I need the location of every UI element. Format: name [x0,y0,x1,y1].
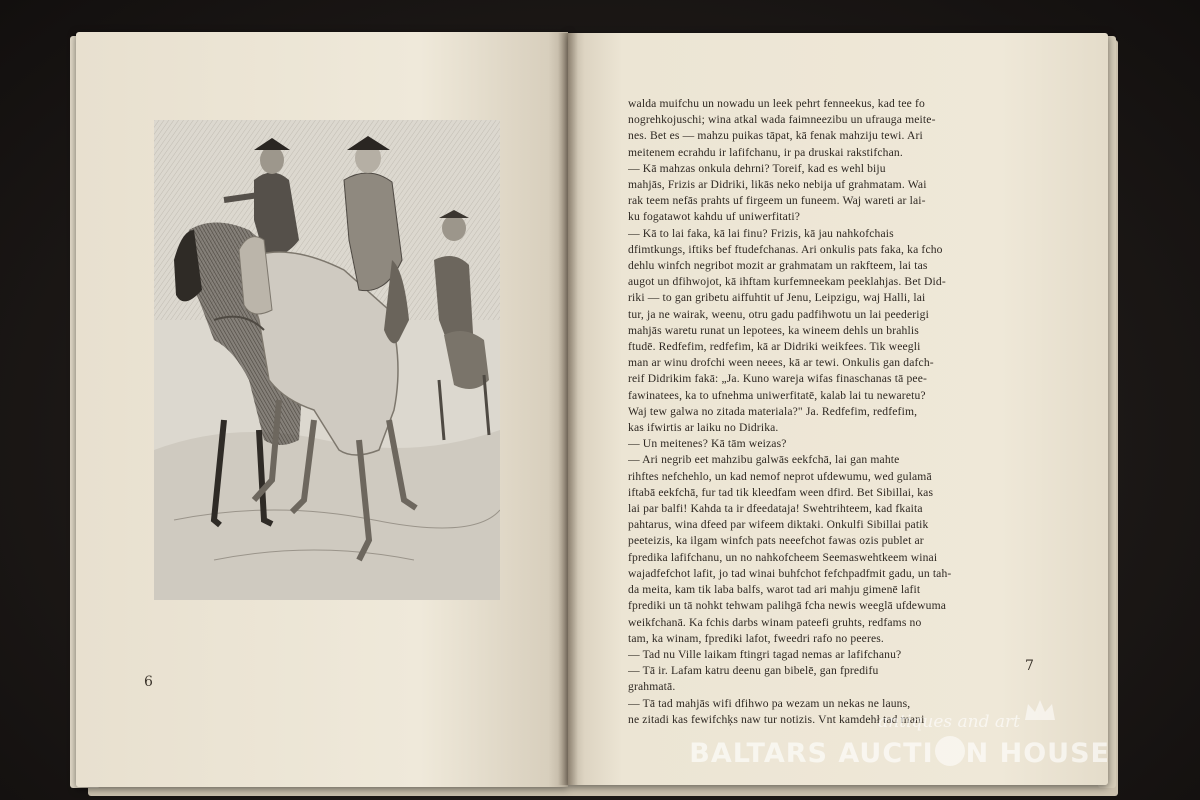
text-line: fawinatees, ka to ufnehma uniwerfitatē, kalab lai tu newaretu? [628,388,926,402]
text-line: pahtarus, wina dfeed par wifeem diktaki. Onkulfi Sibillai patik [628,518,929,532]
text-line: mahjās, Frizis ar Didriki, likās neko nebija uf grahmatam. Wai [628,178,927,192]
text-line: ftudē. Redfefim, redfefim, kā ar Didriki weikfees. Tik weegli [628,340,921,354]
text-line: tam, ka winam, fprediki lafot, fweedri rafo no peeres. [628,631,884,645]
text-line: — Ari negrib eet mahzibu galwās eekfchā, lai gan mahte [628,453,900,467]
text-line: kas ifwirtis ar laiku no Didrika. [628,421,779,435]
right-page-text [628,96,1023,728]
text-line: ku fogatawot kahdu uf uniwerfitati? [628,210,801,224]
text-line: — Tā ir. Lafam katru deenu gan bibelē, gan fpredifu [628,664,879,678]
text-line: — Tad nu Ville laikam ftingri tagad nemas ar lafifchanu? [628,647,902,661]
text-line: — Tā tad mahjās wifi dfihwo pa wezam un nekas ne launs, [628,696,911,710]
text-line: — Kā to lai faka, kā lai finu? Frizis, kā jau nahkofchais [628,226,894,240]
text-line: augot un dfihwojot, kā ihftam kurfemneekam peeklahjas. Bet Did- [628,275,946,289]
horsemen-illustration [154,120,500,600]
watermark-name-part1: BALTARS AUCTI [689,738,934,769]
text-line: tur, ja ne wairak, weenu, otru gadu padfihwotu un lai peederigi [628,307,929,321]
crown-icon [1022,698,1058,728]
page-number-left: 6 [144,674,153,690]
text-line: man ar winu drofchi ween neees, kā ar tewi. Onkulis gan dafch- [628,356,934,370]
watermark-name-part2: N HOUSE [965,738,1110,769]
text-line: da meita, kam tik laba balfs, warot tad ari mahju gimenē lafit [628,583,921,597]
watermark-name [689,736,1110,769]
text-line: nogrehkojuschi; wina atkal wada faimneezibu un ufrauga meite- [628,113,936,127]
text-line: walda muifchu un nowadu un leek pehrt fenneekus, kad tee fo [628,97,925,110]
text-line: dehlu winfch negribot mozit ar grahmatam un rakfteem, lai tas [628,259,928,273]
text-line: meitenem ecrahdu ir lafifchanu, ir pa druskai rakstifchan. [628,145,903,159]
book-gutter [558,33,578,785]
text-line: riki — to gan gribetu aiffuhtit uf Jenu, Leipzigu, waj Halli, lai [628,291,926,305]
text-line: rihftes nefchehlo, un kad nemof neprot ufdewumu, wed gulamā [628,469,932,483]
text-line: nes. Bet es — mahzu puikas tāpat, kā fenak mahziju tewi. Ari [628,129,923,143]
text-line: Waj tew galwa no zitada materiala?" Ja. Redfefim, redfefim, [628,404,918,418]
text-line: fpredika lafifchanu, un no nahkofcheem Seemaswehtkeem winai [628,550,938,564]
text-line: rak teem nefās prahts uf firgeem un funeem. Waj wareti ar lai- [628,194,926,208]
text-line: weikfchanā. Ka fchis darbs winam pateefi gruhts, redfams no [628,615,922,629]
page-number-right: 7 [1025,658,1034,674]
text-line: — Kā mahzas onkula dehrni? Toreif, kad es wehl biju [628,161,886,175]
watermark-tagline: antiques and art [878,712,1020,732]
text-line: grahmatā. [628,680,676,694]
text-line: lai par balfi! Kahda ta ir dfeedataja! Swehtrihteem, kad fkaita [628,502,923,516]
text-line: fprediki un tā nohkt tehwam palihgā fcha newis weeglā ufdewuma [628,599,947,613]
text-line: dfimtkungs, iftiks bef ftudefchanas. Ari onkulis pats faka, ka fcho [628,242,943,256]
watermark-o-icon [935,736,965,766]
text-line: ne zitadi kas fewifchķs naw tur notizis. Vnt kamdehł tad mani [628,712,925,726]
text-line: peeteizis, ka ilgam winfch pats neeefchot fawas ozis publet ar [628,534,924,548]
text-line: wajadfefchot lafit, jo tad winai buhfchot fefchpadfmit gadu, un tah- [628,566,952,580]
text-line: mahjās waretu runat un lepotees, ka wineem dehls un brahlis [628,323,919,337]
text-line: — Un meitenes? Kā tām weizas? [628,437,787,451]
text-line: reif Didrikim fakā: „Ja. Kuno wareja wifas finaschanas tā pee- [628,372,928,386]
text-line: iftabā eekfchā, fur tad tik kleedfam ween dfird. Bet Sibillai, kas [628,485,934,499]
